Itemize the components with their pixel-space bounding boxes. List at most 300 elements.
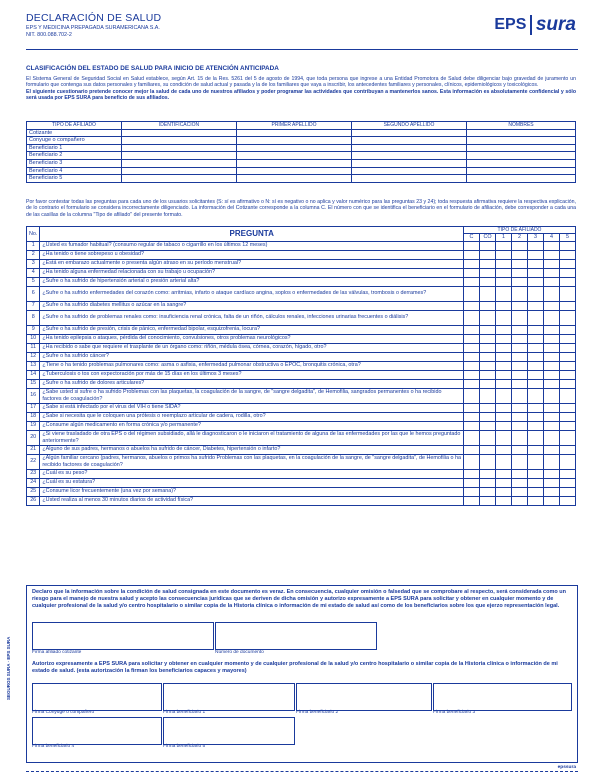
question-text: ¿Sufre o ha sufrido cáncer? xyxy=(40,352,464,361)
answer-cell-2[interactable] xyxy=(512,469,528,478)
answer-cell-1[interactable] xyxy=(496,361,512,370)
answer-cell-co[interactable] xyxy=(480,469,496,478)
answer-cell-5[interactable] xyxy=(560,379,576,388)
question-text: ¿Si viene trasladado de otra EPS o del régimen subsidiado, allá le diagnosticaron o le iniciaron el tratamiento de alguna de las enfermedades por las que le hemos preguntado anteriormente? xyxy=(40,430,464,445)
answer-cell-2[interactable] xyxy=(512,325,528,334)
signature-box-ben5[interactable] xyxy=(163,717,295,745)
beneficiary-identificacion-cell[interactable] xyxy=(122,137,237,145)
answer-cell-co[interactable] xyxy=(480,496,496,505)
answer-cell-c[interactable] xyxy=(464,268,480,277)
beneficiary-identificacion-cell[interactable] xyxy=(122,152,237,160)
answer-cell-co[interactable] xyxy=(480,421,496,430)
answer-cell-3[interactable] xyxy=(528,412,544,421)
answer-cell-2[interactable] xyxy=(512,334,528,343)
answer-cell-co[interactable] xyxy=(480,352,496,361)
answer-cell-2[interactable] xyxy=(512,403,528,412)
intro-paragraph-1: El Sistema General de Seguridad Social en Salud establece, según Art. 15 de la Res. 5261 del 5 de agosto de 1994, que toda persona que ingrese a una Entidad Promotora de Salud debe diligenciar bajo gravedad de juramento un formulario que contenga sus datos personales y familiares, su condición de salud actual y pasada y la de los familiares que vaya a inscribir, los antecedentes familiares y personales, clínicos, epidemiológicos y toxicológicos. xyxy=(26,76,576,89)
question-number: 14 xyxy=(27,370,40,379)
answer-cell-3[interactable] xyxy=(528,352,544,361)
answer-cell-5[interactable] xyxy=(560,388,576,403)
question-text: ¿Sufre o ha sufrido diabetes mellitus o azúcar en la sangre? xyxy=(40,301,464,310)
question-number: 12 xyxy=(27,352,40,361)
beneficiary-primer-apellido-cell[interactable] xyxy=(237,152,352,160)
answer-cell-3[interactable] xyxy=(528,421,544,430)
cut-line xyxy=(26,771,578,772)
answer-cell-1[interactable] xyxy=(496,343,512,352)
question-number: 8 xyxy=(27,310,40,325)
answer-cell-2[interactable] xyxy=(512,343,528,352)
answer-cell-c[interactable] xyxy=(464,445,480,454)
answer-cell-1[interactable] xyxy=(496,268,512,277)
question-number: 7 xyxy=(27,301,40,310)
answer-cell-3[interactable] xyxy=(528,241,544,250)
question-row xyxy=(27,268,576,277)
beneficiary-identificacion-cell[interactable] xyxy=(122,144,237,152)
beneficiary-nombres-cell[interactable] xyxy=(467,159,576,167)
answer-cell-5[interactable] xyxy=(560,445,576,454)
answer-cell-c[interactable] xyxy=(464,388,480,403)
question-number: 25 xyxy=(27,487,40,496)
answer-cell-3[interactable] xyxy=(528,286,544,301)
col-type-4: 4 xyxy=(544,234,560,241)
question-text: ¿Usted es fumador habitual? (consumo regular de tabaco o cigarrillo en los últimos 12 meses) xyxy=(40,241,464,250)
answer-cell-4[interactable] xyxy=(544,301,560,310)
question-row xyxy=(27,379,576,388)
answer-cell-5[interactable] xyxy=(560,301,576,310)
beneficiary-segundo-apellido-cell[interactable] xyxy=(352,167,467,175)
question-number: 9 xyxy=(27,325,40,334)
answer-cell-2[interactable] xyxy=(512,352,528,361)
answer-cell-co[interactable] xyxy=(480,430,496,445)
answer-cell-c[interactable] xyxy=(464,334,480,343)
answer-cell-co[interactable] xyxy=(480,412,496,421)
answer-cell-1[interactable] xyxy=(496,478,512,487)
question-row xyxy=(27,241,576,250)
col-type-co: CO xyxy=(480,234,496,241)
answer-cell-3[interactable] xyxy=(528,343,544,352)
question-row xyxy=(27,445,576,454)
answer-cell-5[interactable] xyxy=(560,250,576,259)
beneficiary-nombres-cell[interactable] xyxy=(467,175,576,183)
answer-cell-co[interactable] xyxy=(480,277,496,286)
answer-cell-3[interactable] xyxy=(528,445,544,454)
answer-cell-4[interactable] xyxy=(544,277,560,286)
answer-cell-c[interactable] xyxy=(464,325,480,334)
answer-cell-2[interactable] xyxy=(512,430,528,445)
answer-cell-1[interactable] xyxy=(496,388,512,403)
beneficiary-identificacion-cell[interactable] xyxy=(122,175,237,183)
question-row xyxy=(27,286,576,301)
answer-cell-2[interactable] xyxy=(512,301,528,310)
question-row xyxy=(27,310,576,325)
question-number: 20 xyxy=(27,430,40,445)
beneficiaries-table xyxy=(26,121,576,183)
answer-cell-co[interactable] xyxy=(480,286,496,301)
answer-cell-2[interactable] xyxy=(512,241,528,250)
answer-cell-1[interactable] xyxy=(496,250,512,259)
answer-cell-2[interactable] xyxy=(512,421,528,430)
answer-cell-2[interactable] xyxy=(512,277,528,286)
question-number: 11 xyxy=(27,343,40,352)
label-firma-ben1: Firma beneficiario 1 xyxy=(163,710,206,715)
answer-cell-4[interactable] xyxy=(544,379,560,388)
beneficiary-primer-apellido-cell[interactable] xyxy=(237,137,352,145)
question-row xyxy=(27,403,576,412)
answer-cell-4[interactable] xyxy=(544,361,560,370)
col-type-2: 2 xyxy=(512,234,528,241)
beneficiary-segundo-apellido-cell[interactable] xyxy=(352,137,467,145)
answer-cell-5[interactable] xyxy=(560,430,576,445)
answer-cell-c[interactable] xyxy=(464,241,480,250)
col-tipo-afiliado-group: TIPO DE AFILIADO xyxy=(464,227,576,234)
answer-cell-2[interactable] xyxy=(512,361,528,370)
answer-cell-c[interactable] xyxy=(464,412,480,421)
answer-cell-c[interactable] xyxy=(464,496,480,505)
answer-cell-4[interactable] xyxy=(544,421,560,430)
beneficiary-segundo-apellido-cell[interactable] xyxy=(352,144,467,152)
answer-cell-3[interactable] xyxy=(528,478,544,487)
answer-cell-5[interactable] xyxy=(560,496,576,505)
answer-cell-co[interactable] xyxy=(480,343,496,352)
question-number: 23 xyxy=(27,469,40,478)
answer-cell-c[interactable] xyxy=(464,310,480,325)
answer-cell-5[interactable] xyxy=(560,343,576,352)
answer-cell-3[interactable] xyxy=(528,388,544,403)
beneficiary-nombres-cell[interactable] xyxy=(467,137,576,145)
answer-cell-4[interactable] xyxy=(544,250,560,259)
answer-cell-3[interactable] xyxy=(528,268,544,277)
answer-cell-co[interactable] xyxy=(480,361,496,370)
answer-cell-c[interactable] xyxy=(464,487,480,496)
answer-cell-5[interactable] xyxy=(560,241,576,250)
col-type-5: 5 xyxy=(560,234,576,241)
answer-cell-5[interactable] xyxy=(560,325,576,334)
question-row xyxy=(27,325,576,334)
label-firma-ben3: Firma beneficiario 3 xyxy=(433,710,476,715)
company-info xyxy=(26,25,160,38)
answer-cell-2[interactable] xyxy=(512,496,528,505)
answer-cell-c[interactable] xyxy=(464,478,480,487)
answer-cell-1[interactable] xyxy=(496,370,512,379)
answer-cell-1[interactable] xyxy=(496,334,512,343)
signature-box-ben3[interactable] xyxy=(433,683,572,711)
beneficiary-nombres-cell[interactable] xyxy=(467,167,576,175)
logo-divider xyxy=(530,15,532,35)
answer-cell-2[interactable] xyxy=(512,268,528,277)
answer-cell-1[interactable] xyxy=(496,241,512,250)
question-text: ¿Usted realiza al menos 30 minutos diarios de actividad física? xyxy=(40,496,464,505)
answer-cell-5[interactable] xyxy=(560,286,576,301)
answer-cell-1[interactable] xyxy=(496,421,512,430)
question-number: 2 xyxy=(27,250,40,259)
answer-cell-5[interactable] xyxy=(560,454,576,469)
beneficiary-segundo-apellido-cell[interactable] xyxy=(352,152,467,160)
answer-cell-1[interactable] xyxy=(496,325,512,334)
answer-cell-c[interactable] xyxy=(464,343,480,352)
answer-cell-1[interactable] xyxy=(496,487,512,496)
beneficiary-segundo-apellido-cell[interactable] xyxy=(352,159,467,167)
answer-cell-3[interactable] xyxy=(528,454,544,469)
beneficiary-type-label: Cotizante xyxy=(27,129,122,137)
answer-cell-co[interactable] xyxy=(480,388,496,403)
question-row xyxy=(27,361,576,370)
answer-cell-4[interactable] xyxy=(544,388,560,403)
signature-box-ben1[interactable] xyxy=(163,683,295,711)
answer-cell-5[interactable] xyxy=(560,487,576,496)
answer-cell-co[interactable] xyxy=(480,241,496,250)
eps-sura-logo xyxy=(494,14,576,36)
signature-box-conyuge[interactable] xyxy=(32,683,162,711)
answer-cell-4[interactable] xyxy=(544,310,560,325)
question-text: ¿Sufre o ha sufrido de problemas renales como: insuficiencia renal crónica, falta de un riñón, cálculos renales, infecciones urinarias frecuentes o diálisis? xyxy=(40,310,464,325)
answer-cell-1[interactable] xyxy=(496,454,512,469)
question-text: ¿Sufre o ha sufrido de dolores articulares? xyxy=(40,379,464,388)
answer-cell-4[interactable] xyxy=(544,343,560,352)
answer-cell-2[interactable] xyxy=(512,478,528,487)
authorization-text: Autorizo expresamente a EPS SURA para solicitar y obtener en cualquier momento y de cualquier profesional de la salud y/o centro hospitalario o similar copia de la Historia clínica o información de mi estado de salud. (esta autorización la firman los beneficiarios capaces y mayores) xyxy=(32,661,558,674)
col-nombres: NOMBRES xyxy=(467,122,576,130)
answer-cell-5[interactable] xyxy=(560,469,576,478)
answer-cell-3[interactable] xyxy=(528,403,544,412)
answer-cell-2[interactable] xyxy=(512,445,528,454)
answer-cell-c[interactable] xyxy=(464,454,480,469)
answer-cell-5[interactable] xyxy=(560,334,576,343)
signature-box-cotizante[interactable] xyxy=(32,622,214,650)
header-divider xyxy=(26,49,578,50)
question-text: ¿Algún familiar cercano (padres, hermanos, abuelos o primos ha sufrido Problemas con las plaquetas, en la coagulación de la sangre, de "sangre delgadita", de Hemofilia o ha recibido factores de coagulación? xyxy=(40,454,464,469)
answer-cell-2[interactable] xyxy=(512,370,528,379)
company-name: EPS Y MEDICINA PREPAGADA SURAMERICANA S.A. xyxy=(26,25,160,31)
answer-cell-5[interactable] xyxy=(560,370,576,379)
label-firma-cotizante: Firma afiliado cotizante xyxy=(32,650,82,655)
answer-cell-co[interactable] xyxy=(480,268,496,277)
answer-cell-2[interactable] xyxy=(512,286,528,301)
answer-cell-3[interactable] xyxy=(528,496,544,505)
answer-cell-1[interactable] xyxy=(496,352,512,361)
answer-cell-4[interactable] xyxy=(544,370,560,379)
answer-cell-c[interactable] xyxy=(464,259,480,268)
answer-cell-3[interactable] xyxy=(528,325,544,334)
beneficiary-identificacion-cell[interactable] xyxy=(122,129,237,137)
answer-cell-3[interactable] xyxy=(528,430,544,445)
answer-cell-3[interactable] xyxy=(528,379,544,388)
answer-cell-1[interactable] xyxy=(496,259,512,268)
question-number: 21 xyxy=(27,445,40,454)
answer-cell-1[interactable] xyxy=(496,445,512,454)
answer-cell-1[interactable] xyxy=(496,379,512,388)
beneficiary-row xyxy=(27,144,576,152)
answer-cell-3[interactable] xyxy=(528,487,544,496)
answer-cell-c[interactable] xyxy=(464,379,480,388)
answer-cell-3[interactable] xyxy=(528,334,544,343)
question-number: 13 xyxy=(27,361,40,370)
answer-cell-co[interactable] xyxy=(480,403,496,412)
answer-cell-3[interactable] xyxy=(528,277,544,286)
answer-cell-4[interactable] xyxy=(544,352,560,361)
answer-cell-1[interactable] xyxy=(496,277,512,286)
question-text: ¿Sufre o ha sufrido de presión, crisis de pánico, enfermedad bipolar, esquizofrenia, locura? xyxy=(40,325,464,334)
answer-cell-1[interactable] xyxy=(496,286,512,301)
col-pregunta: PREGUNTA xyxy=(40,227,464,242)
answer-cell-co[interactable] xyxy=(480,487,496,496)
question-number: 16 xyxy=(27,388,40,403)
answer-cell-5[interactable] xyxy=(560,259,576,268)
answer-cell-4[interactable] xyxy=(544,478,560,487)
answer-cell-c[interactable] xyxy=(464,370,480,379)
question-row xyxy=(27,343,576,352)
question-number: 19 xyxy=(27,421,40,430)
beneficiary-type-label: Beneficiario 3 xyxy=(27,159,122,167)
answer-cell-4[interactable] xyxy=(544,454,560,469)
beneficiary-nombres-cell[interactable] xyxy=(467,152,576,160)
answer-cell-1[interactable] xyxy=(496,496,512,505)
answer-cell-4[interactable] xyxy=(544,241,560,250)
answer-cell-4[interactable] xyxy=(544,445,560,454)
answer-cell-4[interactable] xyxy=(544,325,560,334)
answer-cell-co[interactable] xyxy=(480,250,496,259)
answer-cell-co[interactable] xyxy=(480,310,496,325)
answer-cell-4[interactable] xyxy=(544,412,560,421)
answer-cell-5[interactable] xyxy=(560,268,576,277)
answer-cell-1[interactable] xyxy=(496,430,512,445)
question-number: 18 xyxy=(27,412,40,421)
beneficiary-type-label: Beneficiario 2 xyxy=(27,152,122,160)
answer-cell-co[interactable] xyxy=(480,454,496,469)
signature-box-documento[interactable] xyxy=(215,622,377,650)
answer-cell-5[interactable] xyxy=(560,421,576,430)
question-number: 3 xyxy=(27,259,40,268)
answer-cell-co[interactable] xyxy=(480,325,496,334)
answer-cell-4[interactable] xyxy=(544,403,560,412)
question-text: ¿Está en embarazo actualmente o presenta algún atraso en su período menstrual? xyxy=(40,259,464,268)
answer-cell-c[interactable] xyxy=(464,286,480,301)
col-no: No. xyxy=(27,227,40,242)
beneficiary-identificacion-cell[interactable] xyxy=(122,167,237,175)
answer-cell-3[interactable] xyxy=(528,361,544,370)
answer-cell-1[interactable] xyxy=(496,412,512,421)
answer-cell-2[interactable] xyxy=(512,487,528,496)
answer-cell-co[interactable] xyxy=(480,334,496,343)
answer-cell-co[interactable] xyxy=(480,301,496,310)
col-tipo-afiliado: TIPO DE AFILIADO xyxy=(27,122,122,130)
beneficiary-row xyxy=(27,175,576,183)
beneficiary-row xyxy=(27,167,576,175)
answer-cell-c[interactable] xyxy=(464,277,480,286)
answer-cell-c[interactable] xyxy=(464,469,480,478)
questions-table xyxy=(26,226,576,506)
beneficiary-row xyxy=(27,159,576,167)
beneficiary-nombres-cell[interactable] xyxy=(467,144,576,152)
answer-cell-co[interactable] xyxy=(480,379,496,388)
answer-cell-1[interactable] xyxy=(496,403,512,412)
question-number: 26 xyxy=(27,496,40,505)
answer-cell-5[interactable] xyxy=(560,277,576,286)
answer-cell-1[interactable] xyxy=(496,301,512,310)
beneficiary-identificacion-cell[interactable] xyxy=(122,159,237,167)
label-firma-ben2: Firma beneficiario 2 xyxy=(296,710,339,715)
answer-cell-4[interactable] xyxy=(544,268,560,277)
beneficiary-primer-apellido-cell[interactable] xyxy=(237,159,352,167)
signature-box-ben4[interactable] xyxy=(32,717,162,745)
question-row xyxy=(27,388,576,403)
answer-cell-3[interactable] xyxy=(528,310,544,325)
beneficiary-row xyxy=(27,137,576,145)
answer-cell-c[interactable] xyxy=(464,430,480,445)
answer-cell-4[interactable] xyxy=(544,487,560,496)
answer-cell-2[interactable] xyxy=(512,388,528,403)
answer-cell-4[interactable] xyxy=(544,286,560,301)
answer-cell-5[interactable] xyxy=(560,478,576,487)
answer-cell-co[interactable] xyxy=(480,478,496,487)
beneficiary-nombres-cell[interactable] xyxy=(467,129,576,137)
question-row xyxy=(27,469,576,478)
answer-cell-co[interactable] xyxy=(480,259,496,268)
beneficiary-segundo-apellido-cell[interactable] xyxy=(352,129,467,137)
answer-cell-c[interactable] xyxy=(464,421,480,430)
question-number: 22 xyxy=(27,454,40,469)
question-row xyxy=(27,412,576,421)
col-identificacion: IDENTIFICACIÓN xyxy=(122,122,237,130)
signature-box-ben2[interactable] xyxy=(296,683,432,711)
beneficiary-primer-apellido-cell[interactable] xyxy=(237,167,352,175)
answer-cell-2[interactable] xyxy=(512,310,528,325)
beneficiary-primer-apellido-cell[interactable] xyxy=(237,129,352,137)
form-title: DECLARACIÓN DE SALUD xyxy=(26,12,162,24)
answer-cell-2[interactable] xyxy=(512,259,528,268)
question-text: ¿Sufre o ha sufrido enfermedades del corazón como: arritmias, infarto o ataque cardíaco angina, soplos o enfermedades de las válvulas, trombosis o derrames? xyxy=(40,286,464,301)
beneficiary-type-label: Beneficiario 4 xyxy=(27,167,122,175)
answer-cell-c[interactable] xyxy=(464,250,480,259)
answer-cell-co[interactable] xyxy=(480,370,496,379)
answer-cell-4[interactable] xyxy=(544,259,560,268)
answer-cell-c[interactable] xyxy=(464,403,480,412)
answer-cell-5[interactable] xyxy=(560,310,576,325)
question-text: ¿Ha tenido epilepsia o ataques, pérdida del conocimiento, convulsiones, otros problemas neurológicos? xyxy=(40,334,464,343)
answer-cell-3[interactable] xyxy=(528,301,544,310)
answer-cell-5[interactable] xyxy=(560,412,576,421)
answer-cell-3[interactable] xyxy=(528,250,544,259)
answer-cell-3[interactable] xyxy=(528,370,544,379)
answer-cell-4[interactable] xyxy=(544,469,560,478)
answer-cell-2[interactable] xyxy=(512,250,528,259)
answer-cell-1[interactable] xyxy=(496,310,512,325)
question-row xyxy=(27,259,576,268)
answer-cell-3[interactable] xyxy=(528,259,544,268)
answer-cell-c[interactable] xyxy=(464,352,480,361)
answer-cell-1[interactable] xyxy=(496,469,512,478)
beneficiary-segundo-apellido-cell[interactable] xyxy=(352,175,467,183)
question-row xyxy=(27,496,576,505)
answer-cell-co[interactable] xyxy=(480,445,496,454)
answer-cell-4[interactable] xyxy=(544,430,560,445)
label-firma-ben4: Firma beneficiario 4 xyxy=(32,744,75,749)
beneficiary-primer-apellido-cell[interactable] xyxy=(237,144,352,152)
answer-cell-3[interactable] xyxy=(528,469,544,478)
answer-cell-5[interactable] xyxy=(560,361,576,370)
answer-cell-5[interactable] xyxy=(560,352,576,361)
beneficiary-row xyxy=(27,152,576,160)
answer-cell-2[interactable] xyxy=(512,379,528,388)
answer-cell-c[interactable] xyxy=(464,361,480,370)
answer-cell-2[interactable] xyxy=(512,412,528,421)
answer-cell-4[interactable] xyxy=(544,496,560,505)
company-nit: NIT. 800.088.702-2 xyxy=(26,31,72,38)
answer-cell-2[interactable] xyxy=(512,454,528,469)
beneficiary-primer-apellido-cell[interactable] xyxy=(237,175,352,183)
answer-cell-4[interactable] xyxy=(544,334,560,343)
answer-cell-5[interactable] xyxy=(560,403,576,412)
answer-cell-c[interactable] xyxy=(464,301,480,310)
